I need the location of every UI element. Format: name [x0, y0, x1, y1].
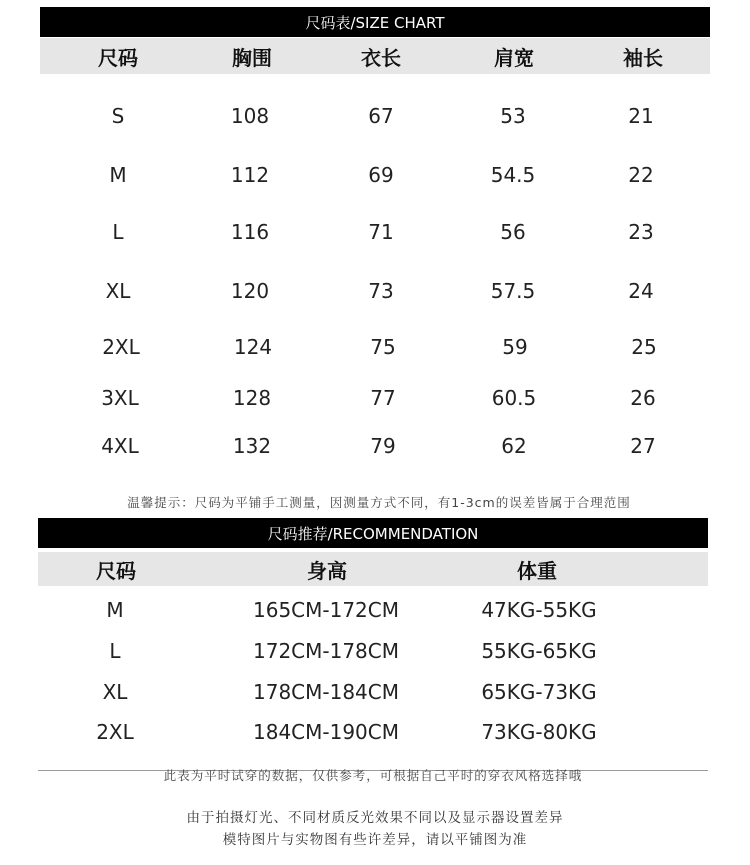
table-row: [0, 636, 750, 666]
cell-size: 2XL: [102, 335, 140, 359]
table-row: [0, 431, 750, 461]
cell-height: 165CM-172CM: [252, 598, 400, 622]
cell-shoulder: 56: [500, 220, 526, 244]
cell-sleeve: 26: [630, 386, 656, 410]
cell-length: 75: [370, 335, 396, 359]
cell-shoulder: 59: [502, 335, 528, 359]
table-row: [0, 217, 750, 247]
cell-chest: 128: [232, 386, 272, 410]
cell-sleeve: 24: [628, 279, 654, 303]
cell-chest: 120: [230, 279, 270, 303]
cell-size: 4XL: [101, 434, 139, 458]
cell-chest: 108: [230, 104, 270, 128]
cell-length: 67: [368, 104, 394, 128]
size-chart-header-row: [40, 38, 710, 74]
recommendation-title-bar: [38, 518, 708, 548]
cell-shoulder: 62: [501, 434, 527, 458]
recommendation-header-row: [38, 552, 708, 586]
cell-height: 184CM-190CM: [252, 720, 400, 744]
table-row: [0, 677, 750, 707]
table-row: [0, 101, 750, 131]
cell-chest: 112: [230, 163, 270, 187]
cell-size: M: [109, 163, 127, 187]
cell-chest: 124: [233, 335, 273, 359]
table-row: [0, 383, 750, 413]
cell-chest: 132: [232, 434, 272, 458]
table-row: [0, 276, 750, 306]
size-chart-title: 尺码表/SIZE CHART: [305, 13, 445, 32]
header-height: 身高: [307, 558, 347, 583]
recommendation-note: 此表为平时试穿的数据，仅供参考，可根据自己平时的穿衣风格选择哦: [163, 768, 583, 783]
cell-length: 77: [370, 386, 396, 410]
cell-size: M: [106, 598, 124, 622]
header-weight: 体重: [517, 558, 557, 583]
cell-weight: 65KG-73KG: [481, 680, 597, 704]
table-row: [0, 595, 750, 625]
header-sleeve: 袖长: [623, 45, 663, 70]
footer-line-1: 由于拍摄灯光、不同材质反光效果不同以及显示器设置差异: [186, 810, 564, 826]
cell-size: S: [111, 104, 125, 128]
cell-sleeve: 25: [631, 335, 657, 359]
cell-size: L: [109, 639, 121, 663]
header-size: 尺码: [96, 558, 136, 583]
cell-size: L: [112, 220, 124, 244]
cell-length: 71: [368, 220, 394, 244]
cell-chest: 116: [230, 220, 270, 244]
cell-shoulder: 54.5: [490, 163, 536, 187]
recommendation-title: 尺码推荐/RECOMMENDATION: [267, 524, 479, 543]
cell-size: XL: [105, 279, 131, 303]
cell-length: 69: [368, 163, 394, 187]
header-shoulder: 肩宽: [494, 45, 534, 70]
cell-size: 3XL: [101, 386, 139, 410]
cell-sleeve: 22: [628, 163, 654, 187]
table-row: [0, 332, 750, 362]
cell-height: 172CM-178CM: [252, 639, 400, 663]
size-chart-title-bar: [40, 7, 710, 37]
cell-size: XL: [102, 680, 128, 704]
cell-weight: 47KG-55KG: [481, 598, 597, 622]
cell-size: 2XL: [96, 720, 134, 744]
cell-sleeve: 23: [628, 220, 654, 244]
cell-height: 178CM-184CM: [252, 680, 400, 704]
header-size: 尺码: [98, 45, 138, 70]
cell-weight: 73KG-80KG: [481, 720, 597, 744]
cell-sleeve: 27: [630, 434, 656, 458]
cell-length: 79: [370, 434, 396, 458]
cell-sleeve: 21: [628, 104, 654, 128]
cell-shoulder: 53: [500, 104, 526, 128]
cell-length: 73: [368, 279, 394, 303]
cell-shoulder: 60.5: [491, 386, 537, 410]
size-chart-note: 温馨提示：尺码为平铺手工测量，因测量方式不同，有1-3cm的误差皆属于合理范围: [127, 495, 631, 510]
table-row: [0, 160, 750, 190]
header-chest: 胸围: [232, 45, 272, 70]
cell-shoulder: 57.5: [490, 279, 536, 303]
table-row: [0, 717, 750, 747]
cell-weight: 55KG-65KG: [481, 639, 597, 663]
header-length: 衣长: [361, 45, 401, 70]
footer-line-2: 模特图片与实物图有些许差异，请以平铺图为准: [222, 832, 528, 848]
